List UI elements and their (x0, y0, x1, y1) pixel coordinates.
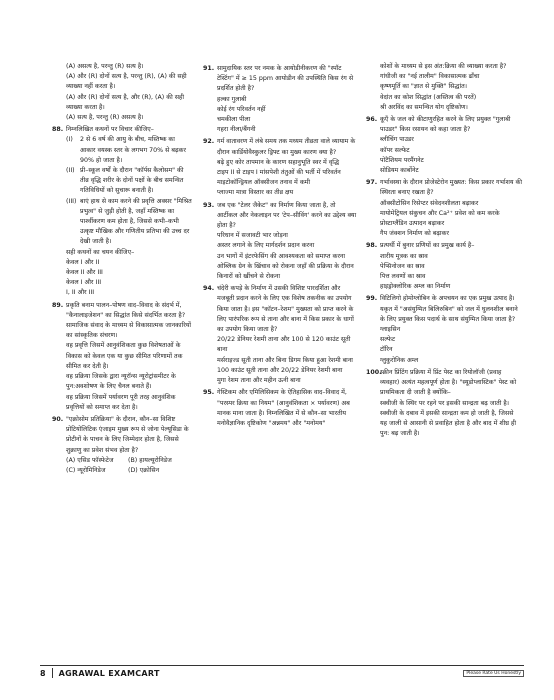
option-item (52, 113, 192, 123)
option-item (366, 345, 522, 355)
question (203, 64, 357, 95)
column-right (366, 62, 522, 439)
question-text: प्रत्यर्थी में बुनार प्रणियों का प्रमुख कार्य है– (380, 242, 475, 250)
option-text: ऑक्सीटोसिन रिसेप्टर संवेदनशीलता बढ़ाकर (380, 199, 479, 207)
option-item (366, 166, 522, 176)
option-item (366, 335, 522, 345)
option-text: गांधीजी का "नई तालीम" विकासात्मक ढाँचा (380, 73, 480, 81)
option-text: शारीय मूत्रक का स्राव (380, 252, 428, 260)
question-text: विटिलिगो होमोग्लोबिन के अपचयन का एक प्रमुख उत्पाद है। यकृत में "असंयुग्मित बिलिरुबिन" को जल में घुलनशील बनाने के लिए प्रयुक्त किस पदार्थ के साथ संयुग्मित किया जाता है? (380, 295, 518, 323)
option-item (366, 93, 522, 103)
statement-label: (I) (66, 136, 73, 144)
option-row (52, 456, 192, 466)
option-item (366, 72, 522, 82)
option-text: 100 काउंट सूती ताना और 20/22 डेनियर रेशमी बाना (217, 366, 343, 374)
option-text: ग्लुकुरोनिक अम्ल (380, 356, 419, 364)
question-number: 88. (52, 126, 64, 134)
question (366, 178, 522, 198)
option-text: गैप जंक्शन निर्माण को बढ़ाकर (380, 230, 449, 238)
option-text: सोडियम कार्बोनेट (380, 167, 419, 175)
statement-item (52, 197, 192, 248)
question-number: 89. (52, 301, 64, 309)
question (366, 241, 522, 251)
option-text: बढ़े हुए कोर तापमान के कारण सहानुभूति स्वर में वृद्धि (217, 158, 339, 166)
option-item (203, 115, 357, 125)
option-text: माइटोकॉन्ड्रियल ऑक्सीजन तनाव में कमी (217, 179, 311, 187)
page-number: 8 (40, 668, 46, 678)
option-text: गहरा नीला/बैंगनी (217, 126, 256, 134)
text-line: कोशों के माध्यम से इस अंत:क्रिया की व्याख्या करता है? (380, 63, 507, 70)
option-text: केवल I और II (66, 258, 100, 266)
question-number: 90. (52, 415, 64, 423)
option-item (366, 219, 522, 229)
option-text: सामाजिक संवाद के माध्यम से विकासात्मक जानकारियों का सांस्कृतिक संचरण। (66, 322, 192, 340)
question-text: स्क्रीन प्रिंटिंग प्रक्रिया में प्रिंट पेस्ट का रियोलॉजी (प्रवाह व्यवहार) अत्यंत महत्वपूर्ण होता है। "स्यूडोप्लास्टिक" पेस्ट को प्राथमिकता दी जाती है क्योंकि– (380, 368, 517, 397)
option-text: केवल II और III (66, 269, 103, 277)
option-text: मायोमेट्रियल संकुचन और Ca²⁺ प्रवेश को कम करके (380, 209, 500, 217)
option-item (366, 156, 522, 166)
question-number: 94. (203, 285, 215, 293)
question-text: जब एक "टेलर जैकेट" का निर्माण किया जाता है, तो आर्टीकल और नेकलाइन पर 'टेप–सीविंग' करने का उद्देश्य क्या होता है? (217, 201, 357, 230)
question-number: 99. (366, 295, 378, 303)
option-item (203, 376, 357, 386)
option-text: I, II और III (66, 289, 95, 297)
option-text: हल्का गुलाबी (217, 95, 247, 103)
question (203, 284, 357, 335)
option-text: पेप्सिनोजन का स्राव (380, 262, 425, 270)
question-text: निम्नलिखित कथनों पर विचार कीजिए– (66, 126, 154, 134)
option-item (366, 252, 522, 262)
question (52, 415, 192, 456)
option-text: कोई रंग परिवर्तन नहीं (217, 105, 266, 113)
option-item (52, 288, 192, 298)
option-text: प्रोस्टाग्लैंडिन उत्पादन बढ़ाकर (380, 220, 445, 228)
option-item (366, 325, 522, 335)
statement-item (52, 135, 192, 166)
statement-text: 2 से 6 वर्ष की आयु के बीच, मस्तिष्क का आकार वयस्क स्तर के लगभग 70% से बढ़कर 90% हो जाता है। (80, 136, 186, 164)
question-text: "एक्रोसोम प्रतिक्रिया" के दौरान, कौन–सा विशिष्ट प्रोटियोलिटिक एंजाइम मुख्य रूप से जोना पेल्यूसिडा के प्रोटीनों के पाचन के लिए जिम्मेदार होता है, जिससे शुक्राणु का प्रवेश संभव होता है? (66, 415, 189, 454)
question-number: 96. (366, 116, 378, 124)
question-number: 92. (203, 138, 215, 146)
option-item (52, 278, 192, 288)
option-item (366, 146, 522, 156)
option-item (52, 393, 192, 413)
option-item (203, 241, 357, 251)
option-item (366, 356, 522, 366)
option-text: पित्त लवणों का स्राव (380, 273, 426, 281)
question (52, 301, 192, 321)
option-text: टाइप II से टाइप I मांसपेशी तंतुओं की भर्ती में परिवर्तन (217, 169, 341, 177)
option-item (52, 321, 192, 341)
option-item (52, 258, 192, 268)
option-text: परिधान में सजावटी भार जोड़ना (217, 232, 288, 240)
option-text: टॉरिन (380, 346, 393, 354)
statement-item (52, 166, 192, 197)
option-text: ओब्लिक ग्रेन के खिंचाव को रोकना जहाँ की प्रक्रिया के दौरान किनारों को खींचने से रोकना (217, 262, 354, 281)
option-row (52, 466, 192, 476)
option-text: चमकीला पीला (217, 116, 251, 124)
option-item (203, 168, 357, 178)
option-item (366, 399, 522, 409)
option-item (366, 282, 522, 292)
option-item (203, 231, 357, 241)
option-text: सल्फेट (380, 336, 395, 344)
option-text: कृष्णमूर्ति का "ज्ञात से मुक्ति" सिद्धांत। (380, 83, 468, 91)
option-item (366, 199, 522, 209)
text-line: सही कथनों का चयन कीजिए– (66, 248, 135, 256)
footer-divider (52, 668, 53, 678)
option-item (203, 178, 357, 188)
option-item (366, 409, 522, 440)
option-text: मुगा रेशम ताना और महीन ऊनी बाना (217, 377, 301, 385)
question (52, 125, 192, 135)
option-item (203, 335, 357, 355)
statement-text: बाएं हाथ से काम करने की प्रवृत्ति अक्सर "मिश्रित प्रभुत्व" से जुड़ी होती है, जहाँ मस्तिष्क का पार्श्वीकरण कम होता है, जिससे कभी–कभी उत्कृष्ट मौखिक और गणितीय प्रतिभा की उच्च दर देखी जाती है। (80, 197, 192, 246)
option-text: स्क्वीजी के दबाव में इसकी सान्द्रता कम हो जाती है, जिससे यह जाली से आसानी से प्रवाहित होता है और बाद में शीघ्र ही पुन: बढ़ जाती है। (380, 409, 516, 438)
footer-tag: Please Rate Us Honestly (463, 670, 524, 677)
question-number: 91. (203, 65, 215, 72)
option-item (203, 252, 357, 262)
option-item (366, 272, 522, 282)
question (203, 201, 357, 232)
column-left (52, 62, 192, 476)
question (366, 294, 522, 325)
option-text: वह प्रवृत्ति जिसमें आनुवंशिकता कुछ विशेषताओं के विकास को केवल एक या कुछ सीमित परिणामों तक सीमित कर देती है। (66, 342, 183, 370)
option-item (203, 366, 357, 376)
option-text: वह प्रक्रिया जिसके द्वारा न्यूरॉन्स न्यूरोट्रांसमीटर के पुन:अवशोषण के लिए चैनल बनाते हैं। (66, 373, 176, 391)
question-number: 98. (366, 242, 378, 250)
option-item (203, 95, 357, 105)
option-item (52, 93, 192, 113)
option-item (366, 262, 522, 272)
option-text: (A) सत्य है, परन्तु (R) असत्य है। (66, 114, 144, 122)
question-text: चंदेरी कपड़े के निर्माण में उसकी विशिष्ट पारदर्शिता और मजबूती प्रदान करने के लिए एक विशेष तकनीक का उपयोग किया जाता है। इस "कॉटन–रेशम" मुख्यता को प्राप्त करने के लिए पारंपरिक रूप से ताना और बाना में किस प्रकार के धागों का उपयोग किया जाता है? (217, 285, 354, 334)
question-text: गर्भावस्था के दौरान प्रोजेस्टेरोन मुख्यत: किस प्रकार गर्भाशय की स्थिरता बनाए रखता है? (380, 179, 522, 197)
option-text: (A) एसिड फॉस्फेटेज (66, 456, 114, 464)
question-text: कूएँ के जल को कीटाणुरहित करने के लिए प्रयुक्त "गुलाबी पाउडर" किस रसायन को कहा जाता है? (380, 116, 511, 134)
option-item (203, 188, 357, 198)
option-item (52, 72, 192, 92)
question-number: 97. (366, 179, 378, 187)
question-text: गर्म वातावरण में लंबे समय तक मध्यम तीव्रता वाले व्यायाम के दौरान कार्डियोवैस्कुलर ड्रिफ्ट का मुख्य कारण क्या है? (217, 138, 356, 156)
option-text: मर्सराइज्ड सूती ताना और बिना डिगम किया हुआ रेशमी बाना (217, 356, 353, 364)
statement-text: प्री–स्कूल वर्षों के दौरान "कॉर्पस कैलोसम" की तीव्र वृद्धि शरीर के दोनों पक्षों के बीच समन्वित गतिविधियों को सुचारू बनाती है। (80, 167, 184, 195)
option-item (203, 125, 357, 135)
option-item (366, 135, 522, 145)
statement-label: (II) (66, 167, 75, 175)
option-text: हाइड्रोक्लोरिक अम्ल का निर्माण (380, 283, 451, 291)
question-text: सामुदायिक स्तर पर नमक के आयोडीनीकरण की "स्पॉट टेस्टिंग" में ≥ 15 ppm आयोडीन की उपस्थिति किस रंग से प्रदर्शित होती है? (217, 65, 354, 93)
option-text: (D) एक्रोसिन (128, 466, 160, 474)
option-item (52, 372, 192, 392)
option-text: उन भागों में इंटरफेसिंग की आवश्यकता को समाप्त करना (217, 252, 346, 260)
option-text: वेदांत का कोश सिद्धांत (अस्तित्व की परतें) (380, 93, 477, 101)
option-item (366, 209, 522, 219)
option-text: श्री अरविंद का समन्वित योग दृष्टिकोण। (380, 103, 468, 111)
question-number: 95. (203, 389, 215, 397)
option-item (52, 268, 192, 278)
option-text: 20/22 डेनियर रेशमी ताना और 100 से 120 काउंट सूती बाना (217, 336, 351, 354)
option-item (52, 62, 192, 72)
option-text: स्क्वीजी के स्थिर पर रहने पर इसकी सान्द्रता बढ़ जाती है। (380, 399, 510, 407)
option-item (203, 105, 357, 115)
option-text: (A) और (R) दोनों सत्य है, परन्तु (R), (A) की सही व्याख्या नहीं करता है। (66, 73, 187, 91)
option-item (203, 356, 357, 366)
question (366, 368, 522, 399)
question (203, 137, 357, 157)
option-text: पोटैशियम परमैंगनेट (380, 156, 424, 164)
question-number: 100. (366, 368, 382, 376)
option-text: केवल I और III (66, 279, 102, 287)
option-text: प्लाज्मा मात्रा विस्तार का तीव्र क्षय (217, 189, 294, 197)
option-text: (A) असत्य है, परन्तु (R) सत्य है। (66, 63, 144, 70)
question-number: 93. (203, 201, 215, 209)
publisher-brand: AGRAWAL EXAMCART (58, 668, 160, 678)
option-item (366, 82, 522, 92)
option-text: (C) न्यूरोमिनिडेज (66, 466, 106, 474)
option-item (203, 262, 357, 282)
option-item (203, 158, 357, 168)
option-text: ब्लीचिंग पाउडर (380, 136, 414, 144)
option-text: अस्तर लगाने के लिए मार्गदर्शन प्रदान करना (217, 242, 315, 250)
option-text: (B) हायल्यूरोनिडेज (128, 456, 172, 464)
option-item (52, 341, 192, 372)
option-item (366, 229, 522, 239)
page-footer (40, 665, 524, 680)
option-text: कॉपर सल्फेट (380, 146, 410, 154)
question (203, 388, 357, 429)
question-text: गेस्टिकम और एमिलिसिकम के ऐतिहासिक वाद–विवाद में, "परस्पर क्रिया का नियम" (आनुवंशिकता × पर्यावरण) अब मानक माना जाता है। निम्नलिखित में से कौन–सा भारतीय मनोवैज्ञानिक दृष्टिकोण "अन्नमय" और "मनोमय" (217, 389, 350, 427)
question (366, 115, 522, 135)
question-text: प्रकृति बनाम पालन–पोषण वाद–विवाद के संदर्भ में, "कैनालाइजेशन" का सिद्धांत किसे संदर्भित करता है? (66, 301, 186, 319)
column-middle (203, 62, 357, 429)
statement-label: (III) (66, 197, 77, 205)
option-item (366, 103, 522, 113)
option-text: वह प्रक्रिया जिसमें पर्यावरण पूरी तरह आनुवंशिक प्रवृत्तियों को समाप्त कर देता है। (66, 393, 176, 411)
option-text: ग्लाइसिन (380, 326, 401, 334)
option-text: (A) और (R) दोनों सत्य है, और (R), (A) की सही व्याख्या करता है। (66, 93, 184, 111)
